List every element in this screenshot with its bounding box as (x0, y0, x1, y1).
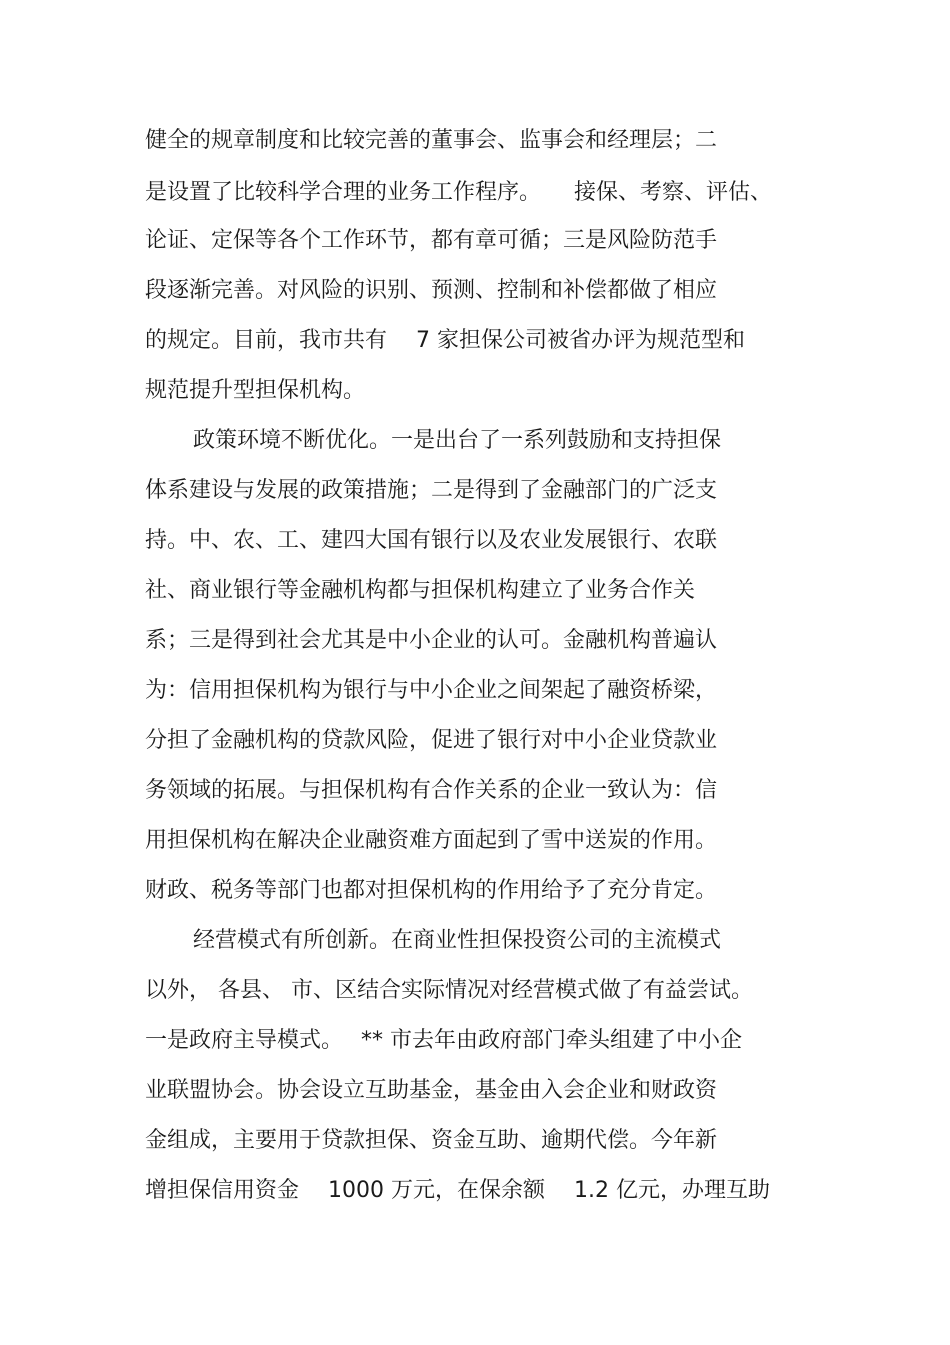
paragraph-first-line: 政策环境不断优化。一是出台了一系列鼓励和支持担保 (193, 428, 722, 453)
paragraph-line: 财政、税务等部门也都对担保机构的作用给予了充分肯定。 (145, 878, 718, 903)
paragraph-first-line: 经营模式有所创新。在商业性担保投资公司的主流模式 (193, 928, 722, 953)
paragraph-line: 的规定。目前，我市共有 7 家担保公司被省办评为规范型和 (145, 328, 745, 353)
paragraph-line: 持。中、农、工、建四大国有银行以及农业发展银行、农联 (145, 528, 718, 553)
paragraph-line: 以外， 各县、 市、区结合实际情况对经营模式做了有益尝试。 (145, 978, 753, 1003)
paragraph-line: 金组成，主要用于贷款担保、资金互助、逾期代偿。今年新 (145, 1128, 718, 1153)
paragraph-line: 系；三是得到社会尤其是中小企业的认可。金融机构普遍认 (145, 628, 718, 653)
paragraph-line: 业联盟协会。协会设立互助基金，基金由入会企业和财政资 (145, 1078, 718, 1103)
paragraph-line: 务领域的拓展。与担保机构有合作关系的企业一致认为：信 (145, 778, 718, 803)
paragraph-line: 增担保信用资金 1000 万元，在保余额 1.2 亿元，办理互助 (145, 1178, 770, 1203)
paragraph-line: 规范提升型担保机构。 (145, 378, 366, 403)
paragraph-line: 用担保机构在解决企业融资难方面起到了雪中送炭的作用。 (145, 828, 718, 853)
paragraph-line: 体系建设与发展的政策措施；二是得到了金融部门的广泛支 (145, 478, 718, 503)
paragraph-line: 一是政府主导模式。 ** 市去年由政府部门牵头组建了中小企 (145, 1028, 742, 1053)
paragraph-line: 段逐渐完善。对风险的识别、预测、控制和补偿都做了相应 (145, 278, 718, 303)
paragraph-line: 是设置了比较科学合理的业务工作程序。 接保、考察、评估、 (145, 180, 773, 205)
paragraph-line: 论证、定保等各个工作环节，都有章可循；三是风险防范手 (145, 228, 718, 253)
paragraph-line: 社、商业银行等金融机构都与担保机构建立了业务合作关 (145, 578, 696, 603)
paragraph-line: 为：信用担保机构为银行与中小企业之间架起了融资桥梁， (145, 678, 718, 703)
paragraph-line: 健全的规章制度和比较完善的董事会、监事会和经理层；二 (145, 128, 718, 153)
paragraph-line: 分担了金融机构的贷款风险，促进了银行对中小企业贷款业 (145, 728, 718, 753)
